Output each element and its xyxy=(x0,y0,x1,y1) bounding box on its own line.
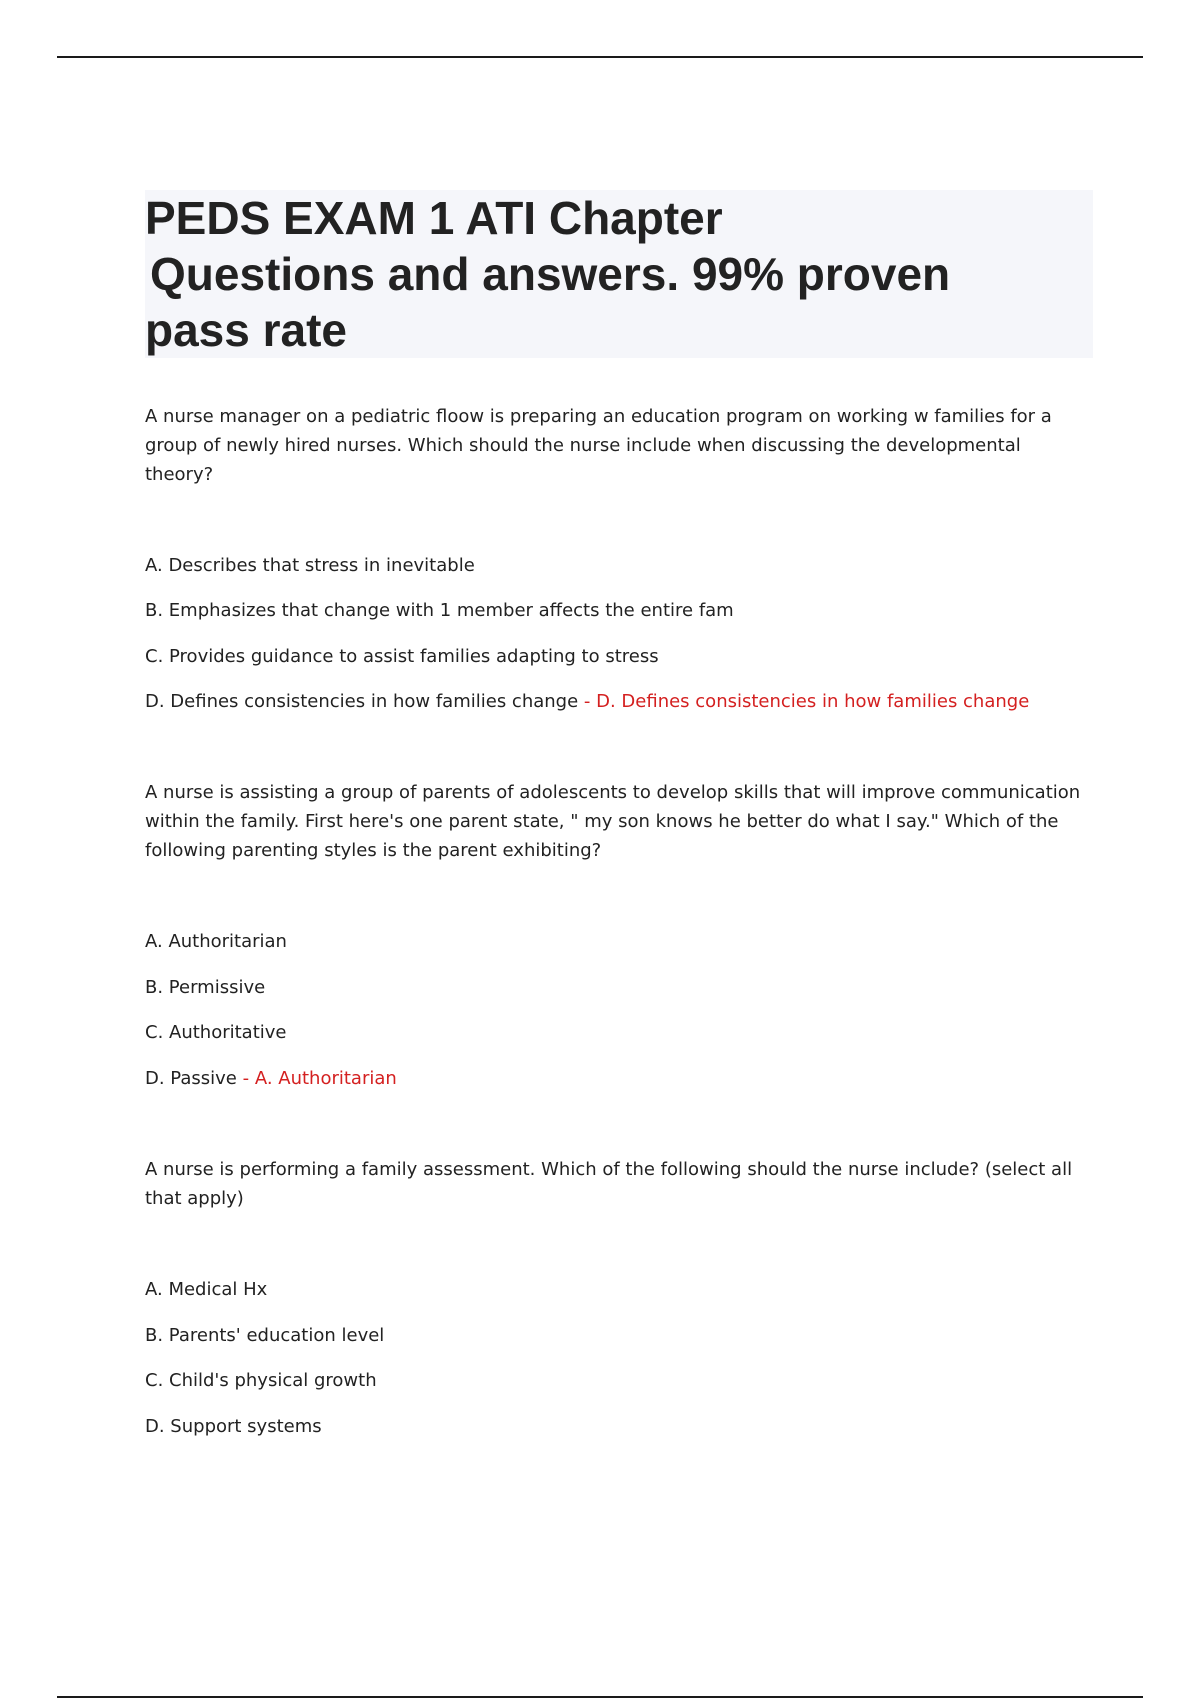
question-1-option-c: C. Provides guidance to assist families adapting to stress xyxy=(145,646,659,667)
question-2-option-d-row xyxy=(145,1066,397,1092)
question-1-answer: - D. Defines consistencies in how families change xyxy=(583,691,1030,712)
page-title-line-3: pass rate xyxy=(145,304,348,356)
question-1-option-d: D. Defines consistencies in how families change xyxy=(145,691,579,712)
bottom-rule xyxy=(57,1696,1143,1698)
question-1-option-a: A. Describes that stress in inevitable xyxy=(145,555,475,576)
question-2-option-d: D. Passive xyxy=(145,1068,237,1089)
question-2-option-a: A. Authoritarian xyxy=(145,931,287,952)
question-2-option-b: B. Permissive xyxy=(145,977,266,998)
page-title-line-1: PEDS EXAM 1 ATI Chapter xyxy=(145,192,723,244)
question-3-option-c: C. Child's physical growth xyxy=(145,1370,377,1391)
question-3-option-d: D. Support systems xyxy=(145,1416,322,1437)
question-2-option-c: C. Authoritative xyxy=(145,1022,287,1043)
question-3-option-a: A. Medical Hx xyxy=(145,1279,268,1300)
question-2-prompt: A nurse is assisting a group of parents of adolescents to develop skills that will improve communication within the family. First here's one parent state, " my son knows he better do what I say." Which of the following parenting styles is the parent exhibiting? xyxy=(145,782,1081,861)
question-1-option-d-row xyxy=(145,689,1029,715)
page-title-line-2: Questions and answers. 99% proven xyxy=(150,248,951,300)
top-rule xyxy=(57,56,1143,58)
question-3-prompt: A nurse is performing a family assessment. Which of the following should the nurse include? (select all that apply) xyxy=(145,1159,1073,1209)
question-1-option-b: B. Emphasizes that change with 1 member affects the entire fam xyxy=(145,600,734,621)
question-3-option-b: B. Parents' education level xyxy=(145,1325,385,1346)
question-2-answer: - A. Authoritarian xyxy=(242,1068,397,1089)
question-1-prompt: A nurse manager on a pediatric floow is preparing an education program on working w families for a group of newly hired nurses. Which should the nurse include when discussing the developmental theory? xyxy=(145,406,1052,485)
